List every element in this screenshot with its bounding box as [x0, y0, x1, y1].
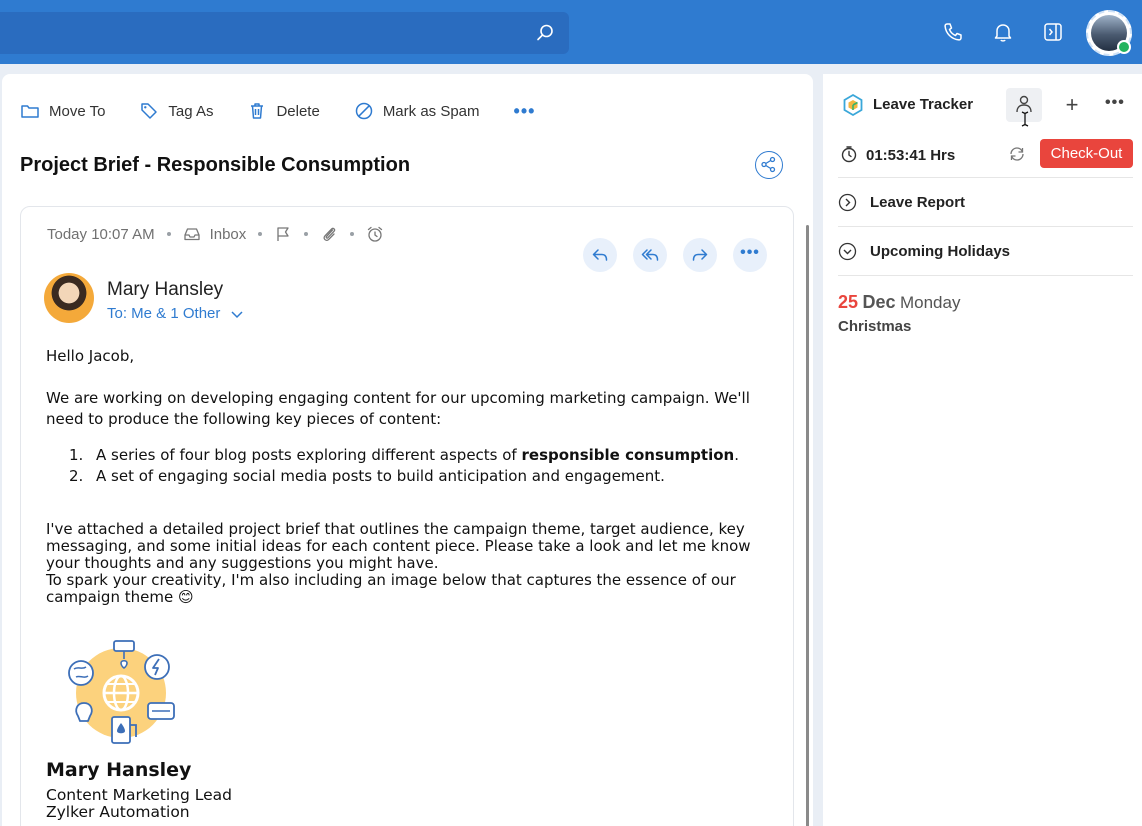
signature-company: Zylker Automation — [46, 803, 190, 821]
stopwatch-icon — [840, 145, 858, 163]
mail-scrollbar[interactable] — [806, 225, 809, 826]
forward-button[interactable] — [683, 238, 717, 272]
chevron-down-circle-icon — [838, 242, 857, 261]
tag-icon — [139, 101, 159, 121]
reply-all-button[interactable] — [633, 238, 667, 272]
leave-report-label: Leave Report — [870, 194, 966, 211]
text-cursor-icon — [1020, 111, 1030, 127]
attendance-timer: 01:53:41 Hrs — [866, 147, 956, 164]
top-bar — [0, 0, 1142, 64]
add-button[interactable]: + — [1065, 92, 1079, 117]
upcoming-holidays-label: Upcoming Holidays — [870, 243, 1011, 260]
share-button[interactable] — [755, 151, 783, 179]
message-card — [20, 206, 794, 826]
body-paragraph: We are working on developing engaging content for our upcoming marketing campaign. We'll need to produce the following key pieces of content: — [46, 389, 750, 428]
message-more-button[interactable] — [733, 238, 767, 272]
holiday-day: 25 — [838, 292, 859, 312]
body-paragraph: I've attached a detailed project brief that outlines the campaign theme, target audience, key messaging, and some initial ideas for each content piece. Please take a look and let me know your thoughts and any suggestions you might have. To spark your creativity, I'm also including an image below that captures the essence of our campaign theme 😊 — [46, 520, 751, 606]
sender-name[interactable]: Mary Hansley — [107, 279, 224, 300]
share-icon — [760, 156, 777, 173]
leave-tracker-header — [841, 90, 1141, 120]
chevron-right-circle-icon — [838, 193, 857, 212]
leave-tracker-more-button[interactable]: ••• — [1105, 94, 1125, 111]
side-panel-icon[interactable] — [1042, 21, 1064, 43]
signature-name: Mary Hansley — [46, 759, 192, 781]
tag-as-button[interactable] — [139, 101, 213, 121]
sender-avatar[interactable] — [44, 273, 94, 323]
reminder-clock-icon[interactable] — [366, 225, 384, 243]
reply-button[interactable] — [583, 238, 617, 272]
recipients-toggle[interactable] — [107, 305, 244, 322]
folder-link[interactable] — [183, 225, 247, 243]
block-icon — [354, 101, 374, 121]
phone-icon[interactable] — [942, 21, 964, 43]
signature-role: Content Marketing Lead — [46, 786, 232, 804]
more-icon: ••• — [740, 244, 760, 261]
search-input[interactable] — [12, 20, 512, 46]
campaign-illustration — [64, 637, 178, 745]
reply-icon — [591, 246, 609, 264]
list-item: 2. A set of engaging social media posts to build anticipation and engagement. — [69, 467, 665, 485]
holiday-name: Christmas — [838, 318, 912, 335]
move-to-label: Move To — [49, 102, 106, 120]
leave-tracker-logo-icon — [841, 93, 865, 117]
leave-tracker-panel — [823, 74, 1142, 826]
mail-toolbar — [20, 100, 569, 122]
message-meta — [47, 225, 384, 243]
holiday-item — [838, 292, 961, 335]
attendance-timer-row — [838, 140, 1133, 178]
presence-status-icon — [1117, 40, 1131, 54]
flag-icon[interactable] — [274, 225, 292, 243]
folder-icon — [20, 101, 40, 121]
content-list — [69, 445, 756, 486]
chevron-down-icon — [230, 307, 244, 321]
holiday-weekday: Monday — [899, 293, 961, 312]
delete-button[interactable] — [247, 101, 319, 121]
tag-as-label: Tag As — [168, 102, 214, 120]
delete-label: Delete — [276, 102, 320, 120]
mail-reading-pane — [2, 74, 813, 826]
more-icon: ••• — [513, 100, 536, 121]
mark-as-spam-button[interactable] — [354, 101, 480, 121]
message-time: Today 10:07 AM — [47, 225, 155, 243]
list-item: 1. A series of four blog posts exploring different aspects of responsible consumption. — [69, 446, 739, 464]
forward-icon — [691, 246, 709, 264]
inbox-icon — [183, 225, 201, 243]
refresh-icon[interactable] — [1008, 145, 1026, 163]
message-actions — [583, 238, 783, 272]
check-out-button[interactable]: Check-Out — [1040, 139, 1133, 168]
greeting: Hello Jacob, — [46, 347, 135, 365]
trash-icon — [247, 101, 267, 121]
recipients-label: To: Me & 1 Other — [107, 305, 221, 322]
bell-icon[interactable] — [992, 21, 1014, 43]
reply-all-icon — [641, 246, 659, 264]
email-subject: Project Brief - Responsible Consumption — [20, 154, 411, 176]
search-icon[interactable] — [535, 23, 555, 43]
holiday-month: Dec — [862, 292, 896, 312]
leave-report-section[interactable] — [838, 178, 1133, 227]
folder-label: Inbox — [209, 225, 247, 243]
mark-as-spam-label: Mark as Spam — [382, 102, 480, 120]
upcoming-holidays-section[interactable] — [838, 227, 1133, 276]
attachment-icon[interactable] — [320, 225, 338, 243]
move-to-button[interactable] — [20, 101, 105, 121]
leave-tracker-title: Leave Tracker — [873, 96, 974, 113]
toolbar-more-button[interactable] — [514, 101, 536, 122]
search-box[interactable] — [0, 12, 569, 54]
